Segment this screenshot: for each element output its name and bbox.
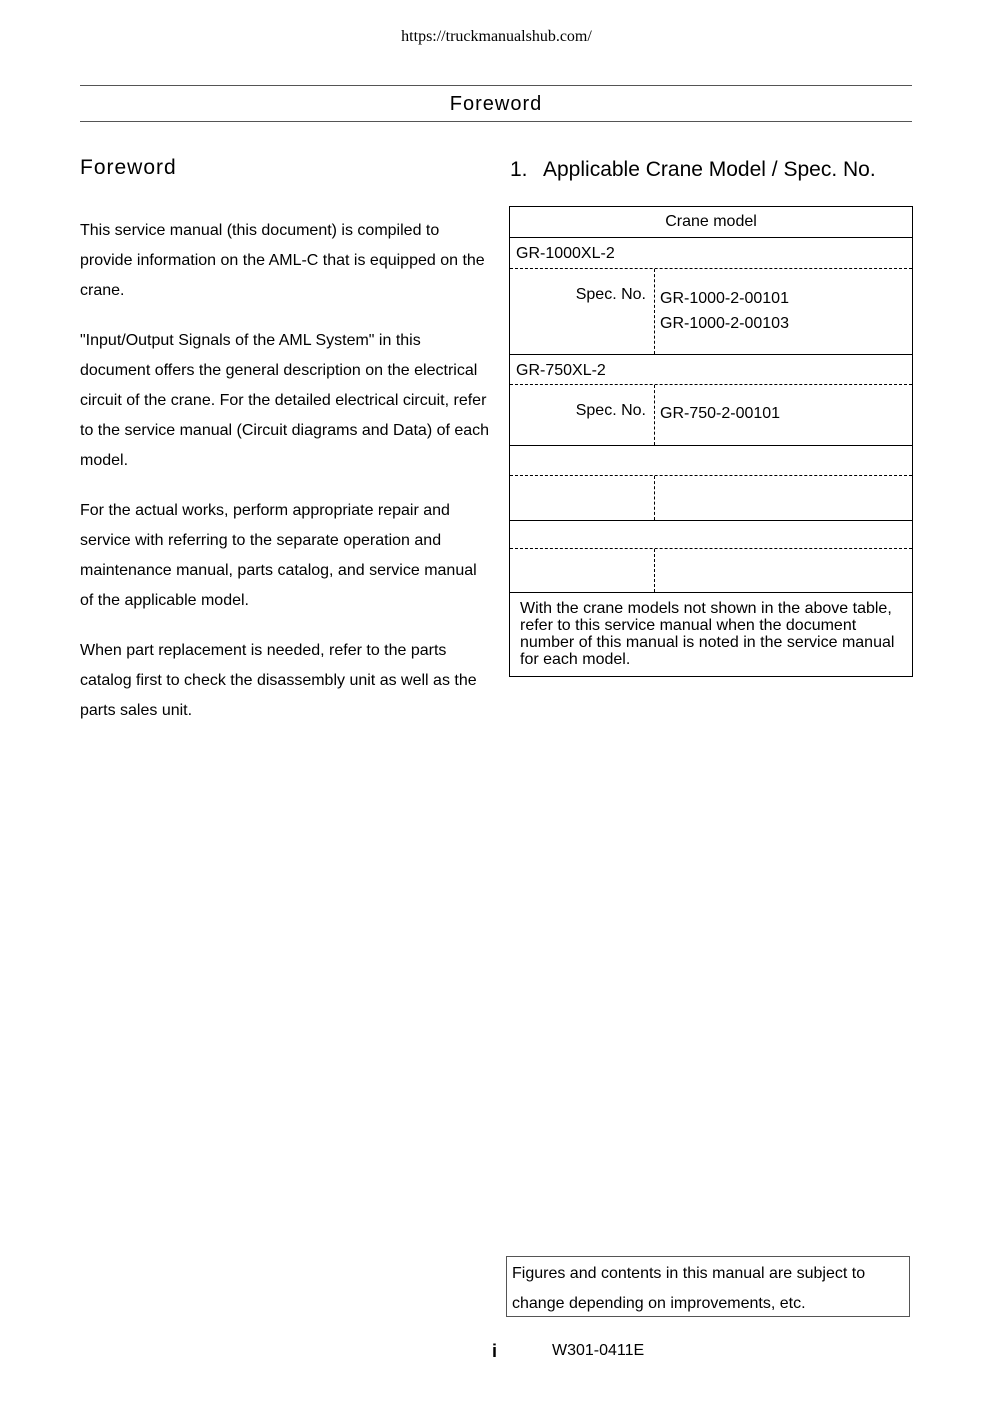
model-row: GR-1000XL-2 [510, 238, 912, 269]
empty-model-row [510, 521, 912, 549]
spec-number: GR-750-2-00101 [660, 405, 781, 422]
paragraph: For the actual works, perform appropriate repair and service with referring to the separate operation and maintenance manual, parts catalog, and service manual of the applicable model. [80, 502, 477, 609]
paragraph: This service manual (this document) is compiled to provide information on the AML-C that is equipped on the crane. [80, 222, 485, 299]
footnote-box: Figures and contents in this manual are subject to change depending on improvements, etc. [506, 1256, 910, 1317]
section-title: Applicable Crane Model / Spec. No. [543, 158, 876, 181]
empty-spec-row [510, 476, 912, 521]
paragraph: When part replacement is needed, refer to the parts catalog first to check the disassembly unit as well as the parts sales unit. [80, 642, 477, 719]
empty-spec-row [510, 549, 912, 593]
spec-label: Spec. No. [510, 385, 655, 445]
section-heading-applicable-models [510, 158, 876, 182]
spec-number: GR-1000-2-00103 [660, 315, 789, 332]
spec-row [510, 385, 912, 446]
foreword-body [80, 216, 490, 746]
page-header-title: Foreword [449, 93, 543, 115]
spec-row [510, 269, 912, 355]
spec-number: GR-1000-2-00101 [660, 290, 789, 307]
document-code: W301-0411E [552, 1342, 645, 1359]
empty-model-row [510, 446, 912, 476]
spec-values [660, 401, 780, 426]
source-url: https://truckmanualshub.com/ [401, 28, 592, 45]
page-number: i [492, 1341, 498, 1361]
table-header: Crane model [510, 207, 912, 238]
table-note: With the crane models not shown in the above table, refer to this service manual when the document number of this manual is noted in the service manual for each model. [520, 600, 895, 668]
model-row: GR-750XL-2 [510, 355, 912, 385]
section-number: 1. [510, 158, 528, 181]
paragraph: "Input/Output Signals of the AML System" in this document offers the general description on the electrical circuit of the crane. For the detailed electrical circuit, refer to the service manual (Circuit diagrams and Data) of each model. [80, 332, 490, 469]
spec-label: Spec. No. [510, 269, 655, 354]
page-header [80, 85, 912, 122]
section-heading-foreword: Foreword [80, 156, 177, 179]
empty-spec-label [510, 476, 655, 520]
crane-model-table [509, 206, 913, 677]
spec-values [660, 286, 789, 336]
empty-spec-label [510, 549, 655, 592]
